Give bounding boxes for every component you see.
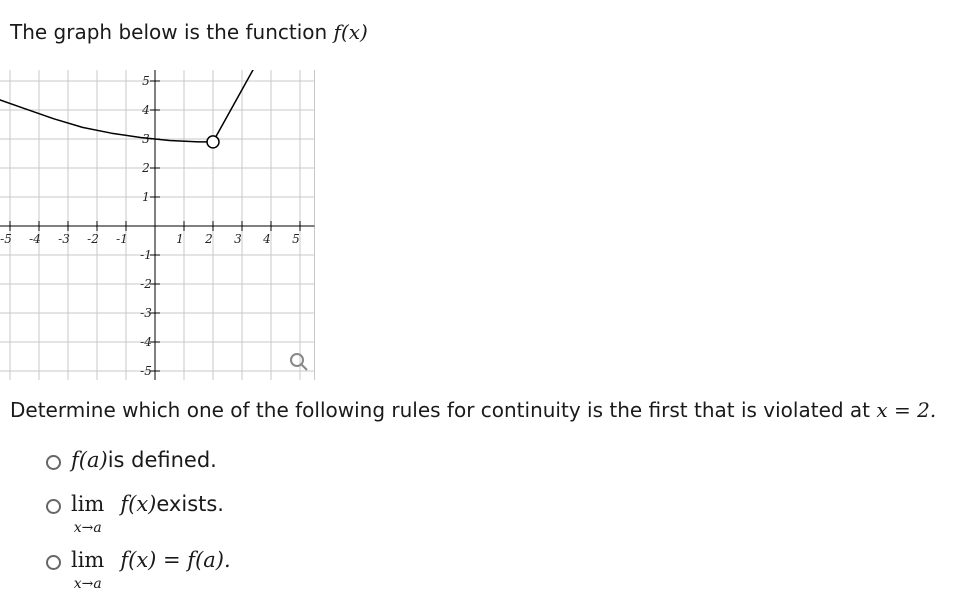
function-name: f(x) <box>333 20 368 44</box>
y-tick-label: -2 <box>140 277 152 291</box>
x-tick-label: -5 <box>0 232 12 246</box>
option-text: exists. <box>156 492 224 516</box>
question <box>10 398 936 422</box>
option-math: f(a) <box>71 448 108 472</box>
x-tick-label: -3 <box>58 232 70 246</box>
option-math: f(x) <box>120 492 157 516</box>
curve-segment-1 <box>0 98 213 141</box>
y-tick-label: 4 <box>142 103 150 117</box>
lim-subscript: x→a <box>73 520 102 536</box>
y-tick-label: -3 <box>140 306 152 320</box>
radio-button[interactable] <box>46 455 61 470</box>
y-tick-label: 2 <box>142 161 150 175</box>
y-tick-label: 1 <box>142 190 150 204</box>
y-tick-label: 5 <box>142 74 150 88</box>
radio-button[interactable] <box>46 499 61 514</box>
x-tick-label: 1 <box>176 232 184 246</box>
prompt-text: The graph below is the function <box>10 20 334 44</box>
option-text: is defined. <box>107 448 217 472</box>
option-defined[interactable] <box>46 448 217 472</box>
question-math: x = 2. <box>876 398 937 422</box>
x-tick-label: 4 <box>263 232 271 246</box>
radio-button[interactable] <box>46 555 61 570</box>
lim-subscript: x→a <box>73 576 102 592</box>
function-graph <box>0 70 320 380</box>
x-tick-label: -1 <box>116 232 128 246</box>
limit-operator <box>71 492 104 536</box>
y-tick-label: 3 <box>142 132 150 146</box>
limit-operator <box>71 548 104 592</box>
y-tick-label: -1 <box>140 248 152 262</box>
question-text: Determine which one of the following rules for continuity is the first that is violated at <box>10 398 877 422</box>
y-tick-label: -5 <box>140 364 152 378</box>
x-tick-label: -4 <box>29 232 41 246</box>
open-circle <box>207 136 219 148</box>
option-math: f(x) = f(a). <box>120 548 231 572</box>
y-tick-label: -4 <box>140 335 152 349</box>
option-limit-equals[interactable] <box>46 548 231 592</box>
x-tick-label: 3 <box>234 232 242 246</box>
open-points <box>207 136 219 148</box>
option-limit-exists[interactable] <box>46 492 224 536</box>
lim-word: lim <box>71 492 105 516</box>
magnifier-icon[interactable] <box>291 354 307 370</box>
x-tick-label: 2 <box>205 232 213 246</box>
x-tick-label: 5 <box>292 232 300 246</box>
lim-word: lim <box>71 548 105 572</box>
problem-statement <box>10 20 368 44</box>
x-tick-label: -2 <box>87 232 99 246</box>
